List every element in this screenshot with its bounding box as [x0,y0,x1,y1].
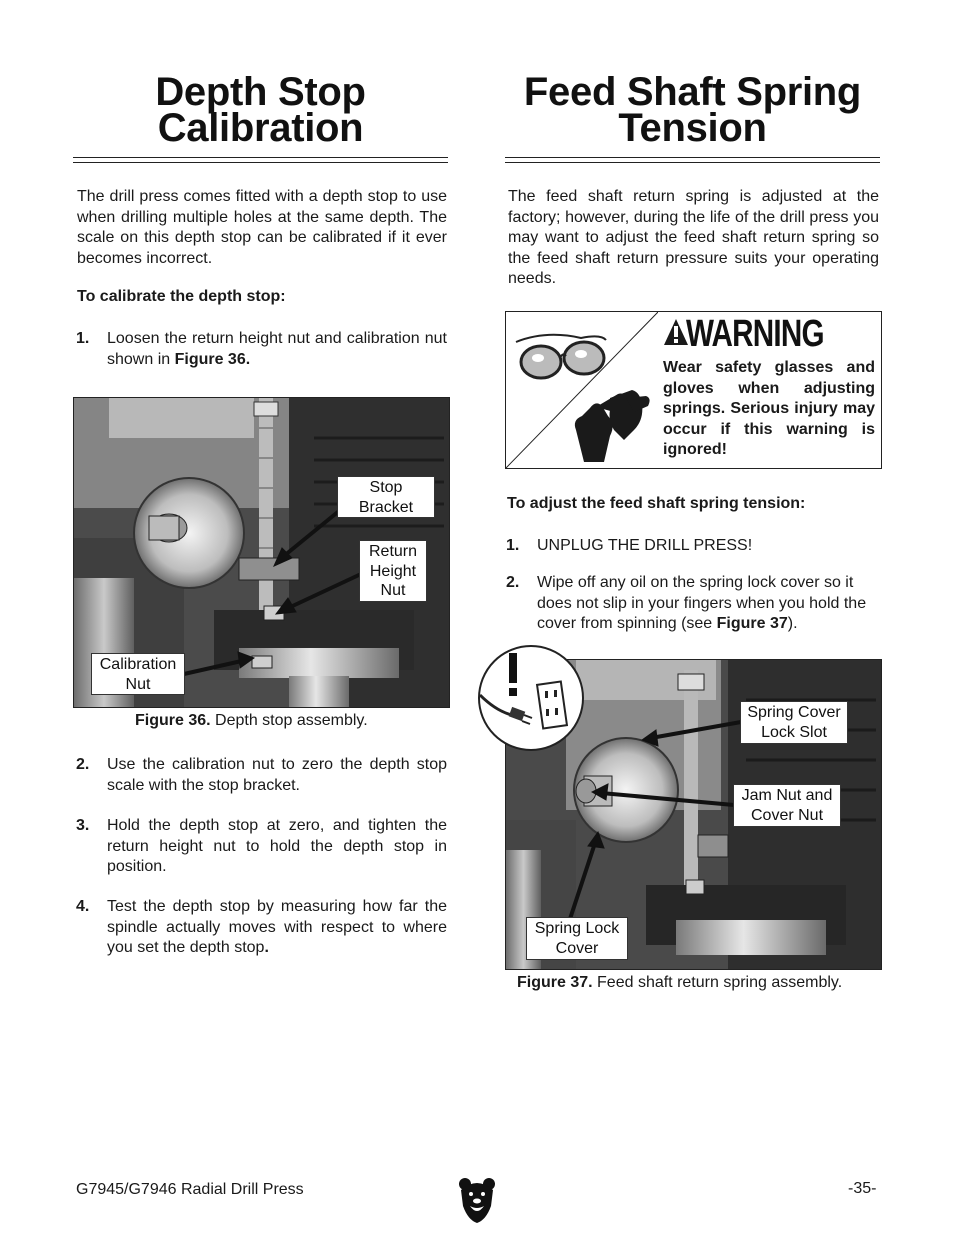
callout-jam-nut-and-cover-nut: Jam Nut and Cover Nut [733,784,841,827]
callout-calibration-nut: Calibration Nut [91,653,185,695]
adjust-procedure-heading: To adjust the feed shaft spring tension: [507,495,806,512]
left-intro-paragraph: The drill press comes fitted with a depth stop to use when drilling multiple holes at the same depth. The scale on this depth stop can be calibrated if it ever becomes incorrect. [77,188,447,267]
caption-text: Feed shaft return spring assembly. [592,974,843,991]
gloves-icon [575,390,650,462]
right-section-title [505,70,880,150]
caption-label: Figure 37. [517,974,593,991]
calibrate-step-4 [76,897,448,959]
caption-text: Depth stop assembly. [210,712,368,729]
footer-page-number: -35- [848,1180,877,1197]
figure-reference: Figure 37 [716,615,788,632]
exclamation-icon [509,653,517,696]
callout-stop-bracket: Stop Bracket [337,476,435,518]
right-title-line1: Feed Shaft Spring [523,70,862,114]
callout-spring-cover-lock-slot: Spring Cover Lock Slot [740,701,848,744]
step-number: 4. [76,898,90,915]
warning-box [505,311,882,469]
left-title-rule [73,157,448,163]
outlet-icon [537,682,567,729]
left-title-line2: Calibration [157,106,364,150]
callout-spring-lock-cover: Spring Lock Cover [526,917,628,960]
left-section-title [73,70,448,150]
figure-37-caption [517,974,842,992]
bear-logo-icon [458,1176,496,1224]
step-text: Hold the depth stop at zero, and tighten the return height nut to hold the depth stop in position. [107,817,447,875]
calibrate-procedure-heading: To calibrate the depth stop: [77,288,286,305]
step-text: Use the calibration nut to zero the depth stop scale with the stop bracket. [107,756,447,794]
step-number: 1. [76,330,90,347]
footer-model: G7945/G7946 Radial Drill Press [76,1181,304,1198]
adjust-step-2 [506,573,880,635]
step-text: Wipe off any oil on the spring lock cover so it does not slip in your fingers when you hold the cover from spinning (see [537,574,867,632]
step-text: Loosen the return height nut and calibration nut shown in [107,330,447,368]
step-number: 2. [76,756,90,773]
right-title-rule [505,157,880,163]
step-number: 3. [76,817,90,834]
caption-label: Figure 36. [135,712,211,729]
figure-36-caption [135,712,368,730]
step-text: UNPLUG THE DRILL PRESS! [537,537,753,554]
callout-return-height-nut: Return Height Nut [359,540,427,602]
step-number: 2. [506,574,520,591]
left-title-line1: Depth Stop [155,70,366,114]
calibrate-step-1 [76,329,448,371]
safety-glasses-icon [516,335,606,378]
right-intro-paragraph: The feed shaft return spring is adjusted at the factory; however, during the life of the drill press you may want to adjust the feed shaft return spring so the feed shaft return pressure suits your operating needs. [508,188,879,287]
step-text: Test the depth stop by measuring how far the spindle actually moves with respect to where you set the depth stop [107,898,447,956]
unplug-warning-badge [476,643,586,753]
step-end: . [264,939,269,956]
warning-icons-panel [506,312,658,468]
figure-reference: Figure 36. [174,350,251,368]
right-title-line2: Tension [618,106,767,150]
step-end: ). [787,615,798,632]
warning-text: Wear safety glasses and gloves when adjusting springs. Serious injury may occur if this warning is ignored! [663,359,875,458]
warning-label: WARNING [686,313,824,355]
figure-36-photo [73,397,450,708]
calibrate-step-2 [76,755,448,797]
adjust-step-1 [506,536,880,558]
calibrate-step-3 [76,816,448,878]
step-number: 1. [506,537,520,554]
